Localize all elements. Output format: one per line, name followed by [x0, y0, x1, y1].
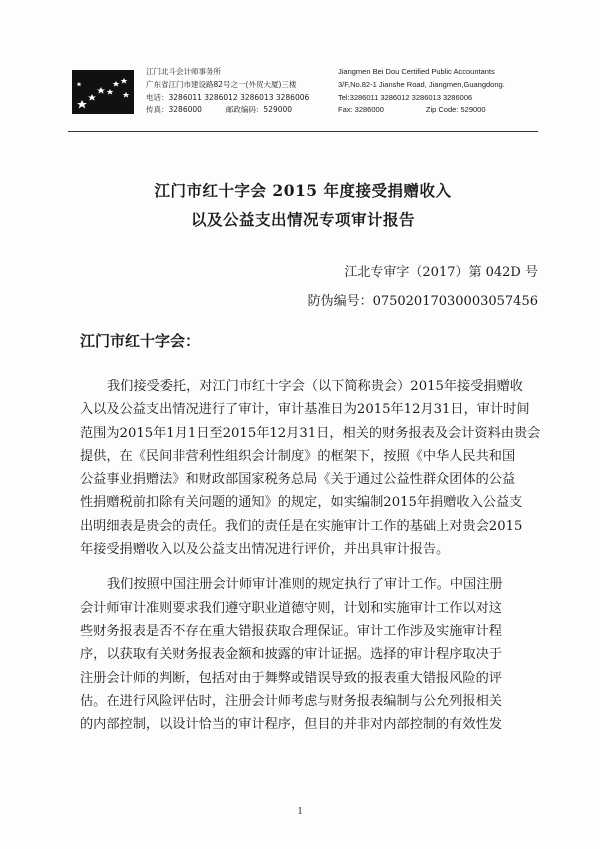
firm-logo: [72, 70, 134, 114]
firm-fax-zip-en: [338, 104, 538, 117]
firm-fax-postcode-cn: [146, 104, 326, 117]
letterhead-english: [338, 66, 538, 117]
page-number: 1: [297, 806, 303, 817]
firm-tel-en: Tel:3286011 3286012 3286013 3286006: [338, 92, 473, 102]
report-title: [80, 176, 526, 234]
firm-address-cn: 广东省江门市建设路82号之一(外贸大厦)三楼: [146, 79, 297, 89]
firm-address-en: 3/F,No.82-1 Jianshe Road, Jiangmen,Guangdong.: [338, 79, 505, 89]
paragraph-line: 公益事业捐赠法》和财政部国家税务总局《关于通过公益性群众团体的公益: [80, 472, 516, 488]
paragraph-line: 范围为2015年1月1日至2015年12月31日，相关的财务报表及会计资料由贵会: [80, 425, 541, 441]
paragraph-line: 出明细表是贵会的责任。我们的责任是在实施审计工作的基础上对贵会2015: [80, 518, 523, 534]
paragraph-line: 些财务报表是否不存在重大错报获取合理保证。审计工作涉及实施审计程: [80, 623, 502, 639]
paragraph-2: [80, 573, 540, 736]
big-dipper-logo-icon: [72, 70, 134, 114]
paragraph-line: 入以及公益支出情况进行了审计，审计基准日为2015年12月31日，审计时间: [80, 402, 530, 418]
report-body: [80, 375, 540, 736]
firm-zip-en: Zip Code: 529000: [425, 105, 486, 115]
anti-counterfeit-number: 防伪编号：07502017030003057456: [307, 294, 538, 309]
firm-phone-cn: 电话：3286011 3286012 3286013 3286006: [146, 92, 310, 102]
letterhead-chinese: [146, 66, 326, 117]
report-number: 江北专审字（2017）第 042D 号: [344, 265, 538, 280]
paragraph-line: 我们接受委托，对江门市红十字会（以下简称贵会）2015年接受捐赠收: [107, 379, 523, 394]
paragraph-line: 序，以获取有关财务报表金额和披露的审计证据。选择的审计程序取决于: [80, 647, 502, 663]
paragraph-line: 提供，在《民间非营利性组织会计制度》的框架下，按照《中华人民共和国: [80, 448, 516, 464]
letterhead-divider: [68, 131, 538, 132]
paragraph-line: 性捐赠税前扣除有关问题的通知》的规定，如实编制2015年捐赠收入公益支: [80, 495, 523, 511]
addressee: 江门市红十字会：: [80, 332, 201, 350]
report-title-line-1: 江门市红十字会 2015 年度接受捐赠收入: [154, 181, 452, 200]
paragraph-line: 估。在进行风险评估时，注册会计师考虑与财务报表编制与公允列报相关: [80, 693, 502, 709]
firm-fax-en: Fax: 3286000: [338, 105, 384, 115]
paragraph-line: 的内部控制，以设计恰当的审计程序，但目的并非对内部控制的有效性发: [80, 717, 502, 733]
paragraph-line: 我们按照中国注册会计师审计准则的规定执行了审计工作。中国注册: [107, 577, 503, 593]
paragraph-line: 注册会计师的判断，包括对由于舞弊或错误导致的报表重大错报风险的评: [80, 670, 502, 686]
firm-postcode-cn: 邮政编码：529000: [225, 105, 293, 115]
paragraph-1: [80, 375, 540, 561]
firm-fax-cn: 传真：3286000: [146, 105, 202, 115]
firm-name-en: Jiangmen Bei Dou Certified Public Accountants: [338, 67, 495, 76]
firm-name-cn: 江门北斗会计师事务所: [146, 67, 221, 76]
paragraph-line: 会计师审计准则要求我们遵守职业道德守则，计划和实施审计工作以对这: [80, 600, 502, 616]
report-title-line-2: 以及公益支出情况专项审计报告: [190, 210, 415, 229]
paragraph-line: 年接受捐赠收入以及公益支出情况进行评价，并出具审计报告。: [80, 542, 450, 558]
report-references: [308, 258, 538, 316]
